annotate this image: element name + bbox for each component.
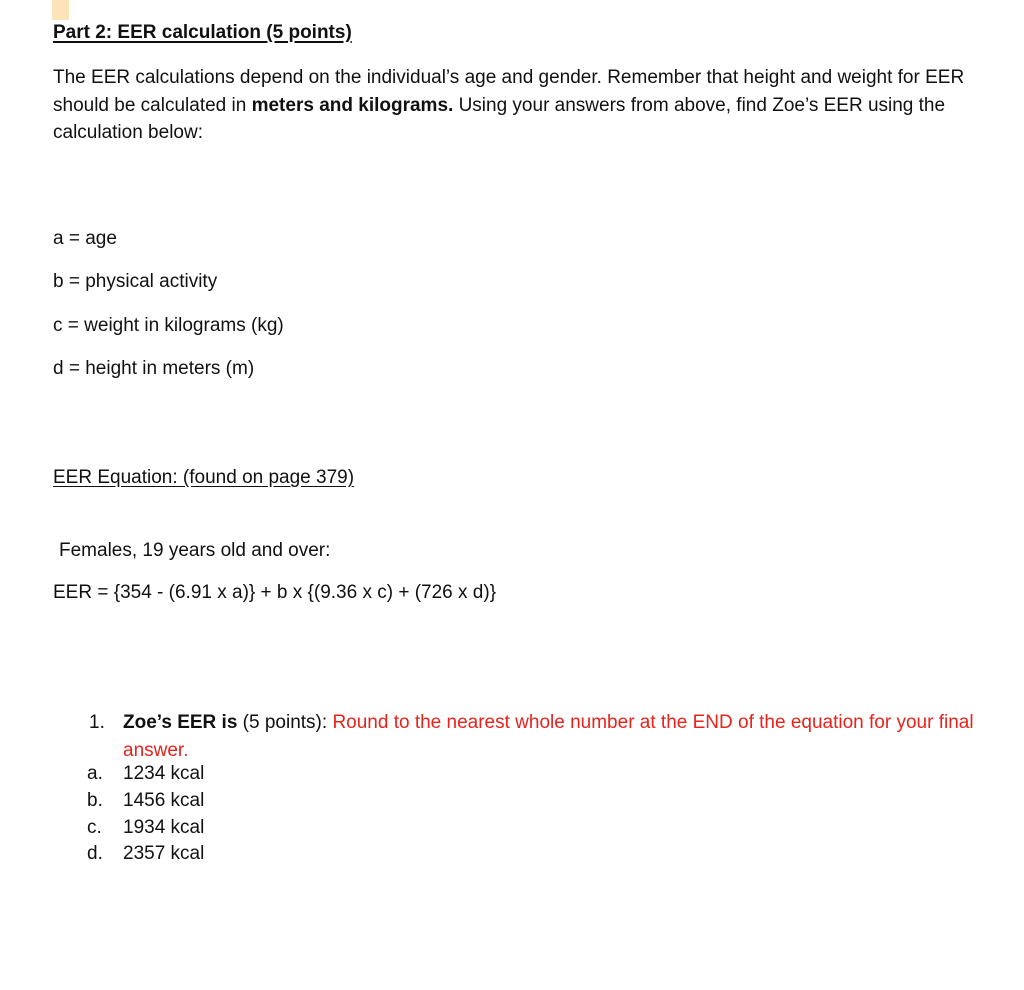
option-text: 1934 kcal	[123, 817, 205, 838]
option-letter: a.	[87, 763, 103, 784]
definition-d: d = height in meters (m)	[53, 358, 255, 379]
definition-a: a = age	[53, 228, 117, 249]
intro-text-1: The EER calculations depend on the individual’s age and gender. Remember that height and weight for EER should be calculated in	[53, 67, 965, 116]
intro-text-2: Using your answers from above, find Zoe’s EER using the calculation below:	[53, 94, 946, 143]
section-heading: Part 2: EER calculation (5 points)	[53, 22, 352, 43]
question-1	[89, 709, 989, 764]
option-b	[87, 790, 204, 812]
option-text: 2357 kcal	[123, 843, 205, 864]
option-letter: d.	[87, 843, 103, 864]
option-a	[87, 763, 204, 785]
option-text: 1234 kcal	[123, 763, 205, 784]
definition-b: b = physical activity	[53, 271, 218, 292]
option-text: 1456 kcal	[123, 790, 205, 811]
text-cursor-highlight	[52, 0, 69, 20]
question-body	[123, 709, 989, 764]
intro-bold-text: meters and kilograms.	[251, 94, 454, 116]
question-bold-text: Zoe’s EER is	[123, 712, 238, 733]
question-instruction: Round to the nearest whole number at the END of the equation for your final answer.	[123, 712, 974, 761]
equation-formula: EER = {354 - (6.91 x a)} + b x {(9.36 x c) + (726 x d)}	[53, 582, 497, 603]
question-points: (5 points):	[237, 712, 333, 733]
definition-c: c = weight in kilograms (kg)	[53, 315, 284, 336]
question-number: 1.	[89, 712, 105, 733]
option-c	[87, 817, 204, 839]
option-d	[87, 843, 204, 865]
option-letter: b.	[87, 790, 103, 811]
intro-paragraph	[53, 64, 983, 147]
equation-group: Females, 19 years old and over:	[59, 540, 331, 561]
equation-heading: EER Equation: (found on page 379)	[53, 467, 355, 488]
option-letter: c.	[87, 817, 102, 838]
